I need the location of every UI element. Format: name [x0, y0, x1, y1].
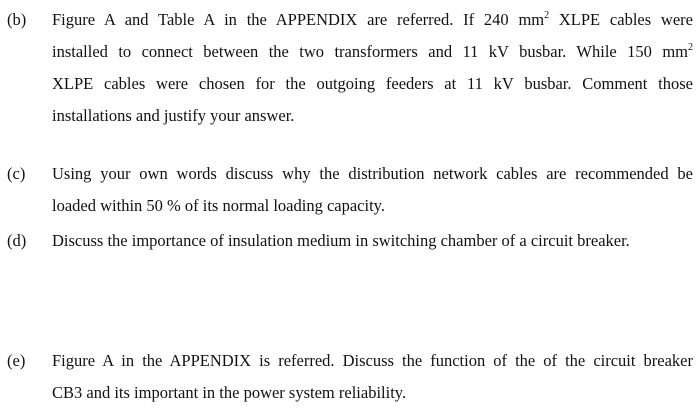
superscript: 2 [688, 41, 693, 53]
superscript: 2 [544, 9, 550, 21]
text-run: installed to connect between the two transformers and 11 kV busbar. While 150 mm [52, 42, 688, 61]
text-run: Using your own words discuss why the distribution network cables are recommended be [52, 164, 693, 183]
text-run: XLPE cables were chosen for the outgoing feeders at 11 kV busbar. Comment those [52, 74, 693, 93]
text-line [52, 4, 693, 36]
question-label: (e) [7, 351, 26, 370]
question-text [52, 4, 693, 132]
text-line [52, 190, 693, 222]
text-run: XLPE cables were [549, 10, 693, 29]
question-text [52, 225, 693, 257]
text-run: loaded within 50 % of its normal loading capacity. [52, 196, 385, 215]
question-label: (c) [7, 164, 26, 183]
text-line [52, 36, 693, 68]
text-line [52, 158, 693, 190]
text-line [52, 100, 693, 132]
text-run: Discuss the importance of insulation medium in switching chamber of a circuit breaker. [52, 231, 630, 250]
question-text [52, 345, 693, 409]
question-label: (d) [7, 231, 27, 250]
text-run: Figure A and Table A in the APPENDIX are referred. If 240 mm [52, 10, 545, 29]
text-line [52, 225, 693, 257]
question-label: (b) [7, 10, 27, 29]
text-line [52, 68, 693, 100]
question-text [52, 158, 693, 222]
text-run: installations and justify your answer. [52, 106, 295, 125]
text-line [52, 345, 693, 377]
text-run: Figure A in the APPENDIX is referred. Discuss the function of the of the circuit breaker [52, 351, 693, 370]
text-line [52, 377, 693, 409]
text-run: CB3 and its important in the power system reliability. [52, 383, 407, 402]
